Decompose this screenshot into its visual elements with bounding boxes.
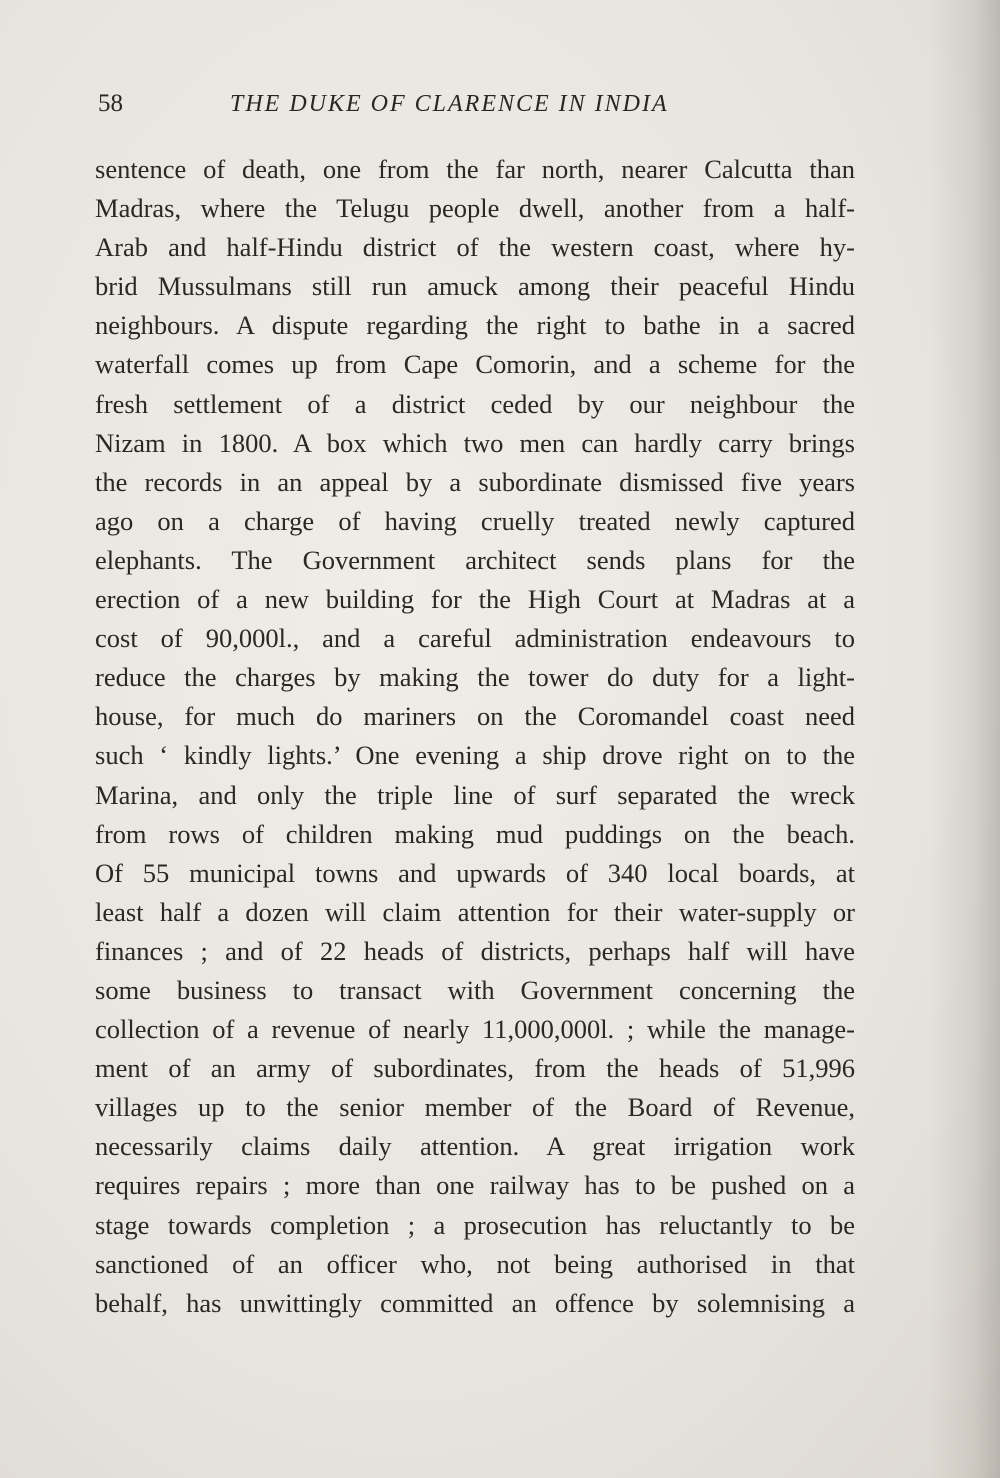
text-line: ment of an army of subordinates, from the heads of 51,996 <box>95 1053 855 1084</box>
page-edge-shadow <box>930 0 1000 1478</box>
running-header <box>98 86 858 122</box>
text-line: cost of 90,000l., and a careful administration endeavours to <box>95 623 855 654</box>
text-line: erection of a new building for the High Court at Madras at a <box>95 584 855 615</box>
text-line: behalf, has unwittingly committed an offence by solemnising a <box>95 1287 855 1318</box>
text-line: sanctioned of an officer who, not being authorised in that <box>95 1248 855 1279</box>
text-line: least half a dozen will claim attention for their water-supply or <box>95 896 855 927</box>
text-line: house, for much do mariners on the Coromandel coast need <box>95 701 855 732</box>
text-line: Nizam in 1800. A box which two men can hardly carry brings <box>95 427 855 458</box>
text-line: necessarily claims daily attention. A great irrigation work <box>95 1131 855 1162</box>
body-text <box>95 150 855 1323</box>
text-line: the records in an appeal by a subordinate dismissed five years <box>95 466 855 497</box>
text-line: stage towards completion ; a prosecution has reluctantly to be <box>95 1209 855 1240</box>
text-line: Arab and half-Hindu district of the western coast, where hy- <box>95 232 855 263</box>
text-line: fresh settlement of a district ceded by our neighbour the <box>95 388 855 419</box>
running-title: THE DUKE OF CLARENCE IN INDIA <box>230 91 669 117</box>
text-line: elephants. The Government architect sends plans for the <box>95 544 855 575</box>
text-line: Of 55 municipal towns and upwards of 340 local boards, at <box>95 857 855 888</box>
text-line: finances ; and of 22 heads of districts, perhaps half will have <box>95 935 855 966</box>
text-line: from rows of children making mud puddings on the beach. <box>95 818 855 849</box>
text-line: ago on a charge of having cruelly treated newly captured <box>95 505 855 536</box>
text-line: waterfall comes up from Cape Comorin, and a scheme for the <box>95 349 855 380</box>
text-line: reduce the charges by making the tower do duty for a light- <box>95 662 855 693</box>
page-number: 58 <box>98 90 123 117</box>
text-line: Madras, where the Telugu people dwell, another from a half- <box>95 193 855 224</box>
text-line: some business to transact with Government concerning the <box>95 974 855 1005</box>
text-line: brid Mussulmans still run amuck among their peaceful Hindu <box>95 271 855 302</box>
text-line: villages up to the senior member of the Board of Revenue, <box>95 1092 855 1123</box>
text-line: requires repairs ; more than one railway has to be pushed on a <box>95 1170 855 1201</box>
text-line: sentence of death, one from the far north, nearer Calcutta than <box>95 154 855 184</box>
text-line: Marina, and only the triple line of surf separated the wreck <box>95 779 855 810</box>
text-line: such ‘ kindly lights.’ One evening a ship drove right on to the <box>95 740 855 771</box>
text-line: neighbours. A dispute regarding the right to bathe in a sacred <box>95 310 855 341</box>
text-line: collection of a revenue of nearly 11,000,000l. ; while the manage- <box>95 1014 855 1045</box>
